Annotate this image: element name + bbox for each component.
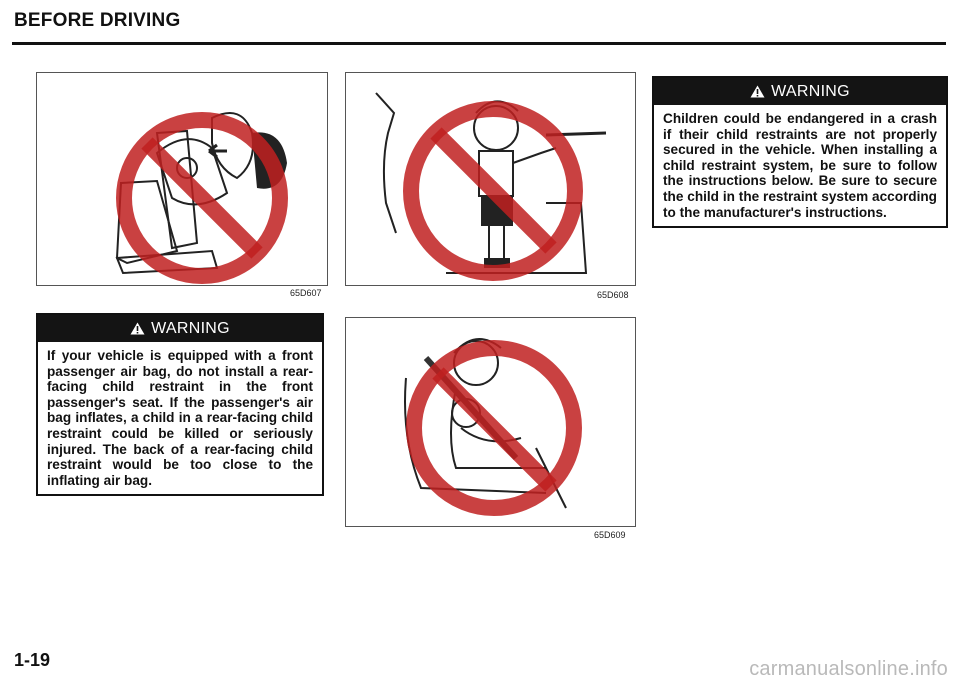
- warning-label: WARNING: [771, 83, 850, 100]
- warning-header: [654, 78, 946, 105]
- watermark-link[interactable]: carmanualsonline.info: [749, 658, 948, 680]
- no-child-on-lap-icon: [346, 318, 635, 526]
- figure-child-on-lap: [345, 317, 636, 527]
- figure-standing-child: [345, 72, 636, 286]
- figure-code: 65D609: [594, 530, 626, 540]
- no-rear-facing-seat-icon: [37, 73, 327, 285]
- warning-box-airbag: [36, 313, 324, 496]
- warning-triangle-icon: [130, 322, 145, 335]
- warning-label: WARNING: [151, 320, 230, 337]
- no-standing-child-icon: [346, 73, 635, 285]
- figure-code: 65D608: [597, 290, 629, 300]
- warning-box-child-restraint: [652, 76, 948, 228]
- page-number: 1-19: [14, 650, 51, 670]
- warning-header: [38, 315, 322, 342]
- figure-rear-facing-seat: [36, 72, 328, 286]
- warning-text: Children could be endangered in a crash if their child restraints are not properly secured in the vehicle. When installing a child restraint system, be sure to follow the instructions below. Be sure to secure the child in the restraint system according to the manufacturer's instructions.: [663, 111, 937, 220]
- warning-triangle-icon: [750, 85, 765, 98]
- header-rule: [12, 42, 946, 45]
- page-title: BEFORE DRIVING: [14, 10, 181, 31]
- figure-code: 65D607: [290, 288, 322, 298]
- warning-text: If your vehicle is equipped with a front passenger air bag, do not install a rear-facing child restraint in the front passenger's seat. If the passenger's air bag inflates, a child in a rear-facing child restraint could be killed or seriously injured. The back of a rear-facing child restraint would be too close to the inflating air bag.: [47, 348, 313, 488]
